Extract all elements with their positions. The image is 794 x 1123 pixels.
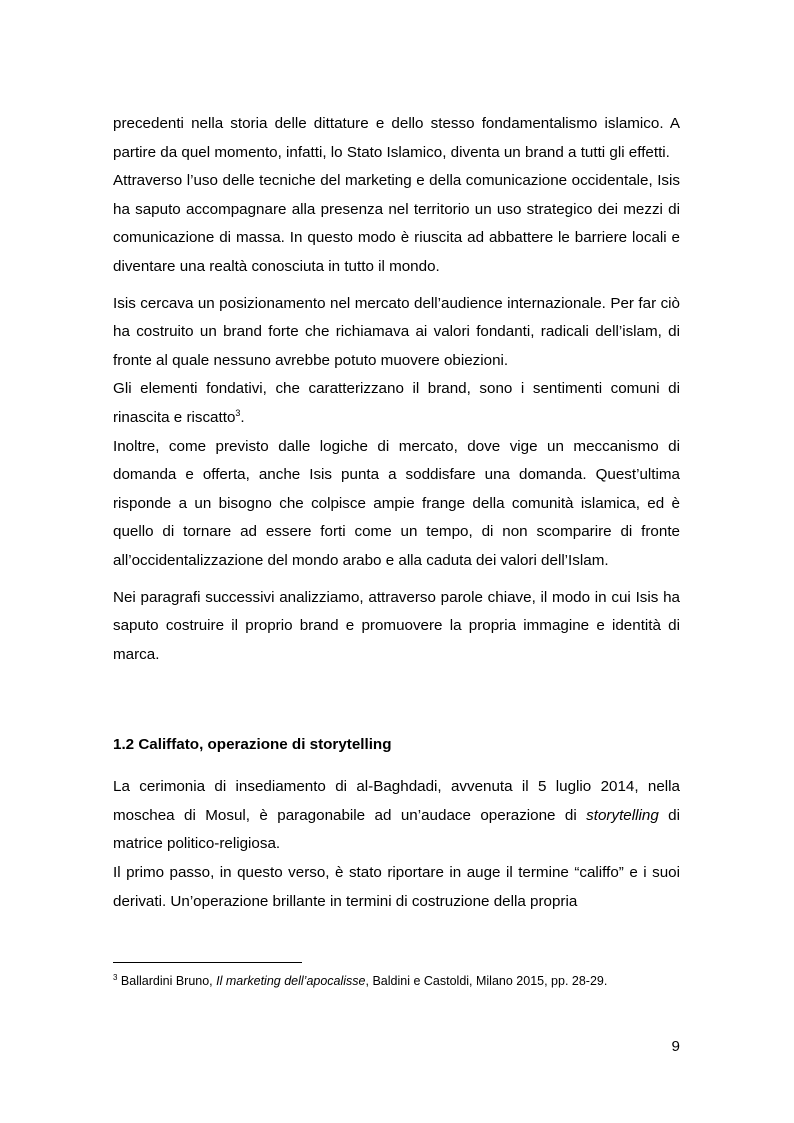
- footnote-author: Ballardini Bruno,: [117, 974, 217, 988]
- page-number: 9: [671, 1038, 680, 1055]
- paragraph-7-emphasis: storytelling: [586, 806, 659, 824]
- paragraph-1: precedenti nella storia delle dittature e dello stesso fondamentalismo islamico. A partire da quel momento, infatti, lo Stato Islamico, diventa un brand a tutti gli effetti.: [113, 115, 680, 161]
- paragraph-4-text: Gli elementi fondativi, che caratterizzano il brand, sono i sentimenti comuni di rinascita e riscatto: [113, 380, 680, 426]
- footnote-reference[interactable]: 3: [235, 407, 241, 418]
- section-heading: 1.2 Califfato, operazione di storytelling: [113, 736, 392, 754]
- paragraph-7-text-a: La cerimonia di insediamento di al-Baghdadi, avvenuta il 5 luglio 2014, nella moschea di Mosul, è paragonabile ad un’audace operazione di: [113, 778, 680, 824]
- footnote: [113, 972, 680, 990]
- paragraph-4-end: .: [240, 408, 245, 426]
- paragraph-6: Nei paragrafi successivi analizziamo, attraverso parole chiave, il modo in cui Isis ha saputo costruire il proprio brand e promuovere la propria immagine e identità di marca.: [113, 588, 680, 663]
- footnote-rest: , Baldini e Castoldi, Milano 2015, pp. 28-29.: [365, 974, 608, 988]
- footnote-number: 3: [113, 972, 118, 982]
- paragraph-8: Il primo passo, in questo verso, è stato riportare in auge il termine “califfo” e i suoi derivati. Un’operazione brillante in termini di costruzione della propria: [113, 864, 680, 910]
- paragraph-2: Attraverso l’uso delle tecniche del marketing e della comunicazione occidentale, Isis ha saputo accompagnare alla presenza nel territorio un uso strategico dei mezzi di comunicazione di massa. In questo modo è riuscita ad abbattere le barriere locali e diventare una realtà conosciuta in tutto il mondo.: [113, 172, 680, 275]
- footnote-separator: [113, 962, 302, 963]
- paragraph-3: Isis cercava un posizionamento nel mercato dell’audience internazionale. Per far ciò ha costruito un brand forte che richiamava ai valori fondanti, radicali dell’islam, di fronte al quale nessuno avrebbe potuto muovere obiezioni.: [113, 294, 680, 369]
- paragraph-5: Inoltre, come previsto dalle logiche di mercato, dove vige un meccanismo di domanda e offerta, anche Isis punta a soddisfare una domanda. Quest’ultima risponde a un bisogno che colpisce ampie frange della comunità islamica, ed è quello di tornare ad essere forti come un tempo, di non scomparire di fronte all’occidentalizzazione del mondo arabo e alla caduta dei valori dell’Islam.: [113, 437, 680, 569]
- paragraph-4: [113, 375, 680, 432]
- paragraph-7-text-b: di matrice politico-religiosa.: [113, 806, 681, 853]
- page-body: [113, 110, 680, 916]
- footnote-title: Il marketing dell’apocalisse: [216, 974, 366, 988]
- paragraph-7: [113, 773, 680, 859]
